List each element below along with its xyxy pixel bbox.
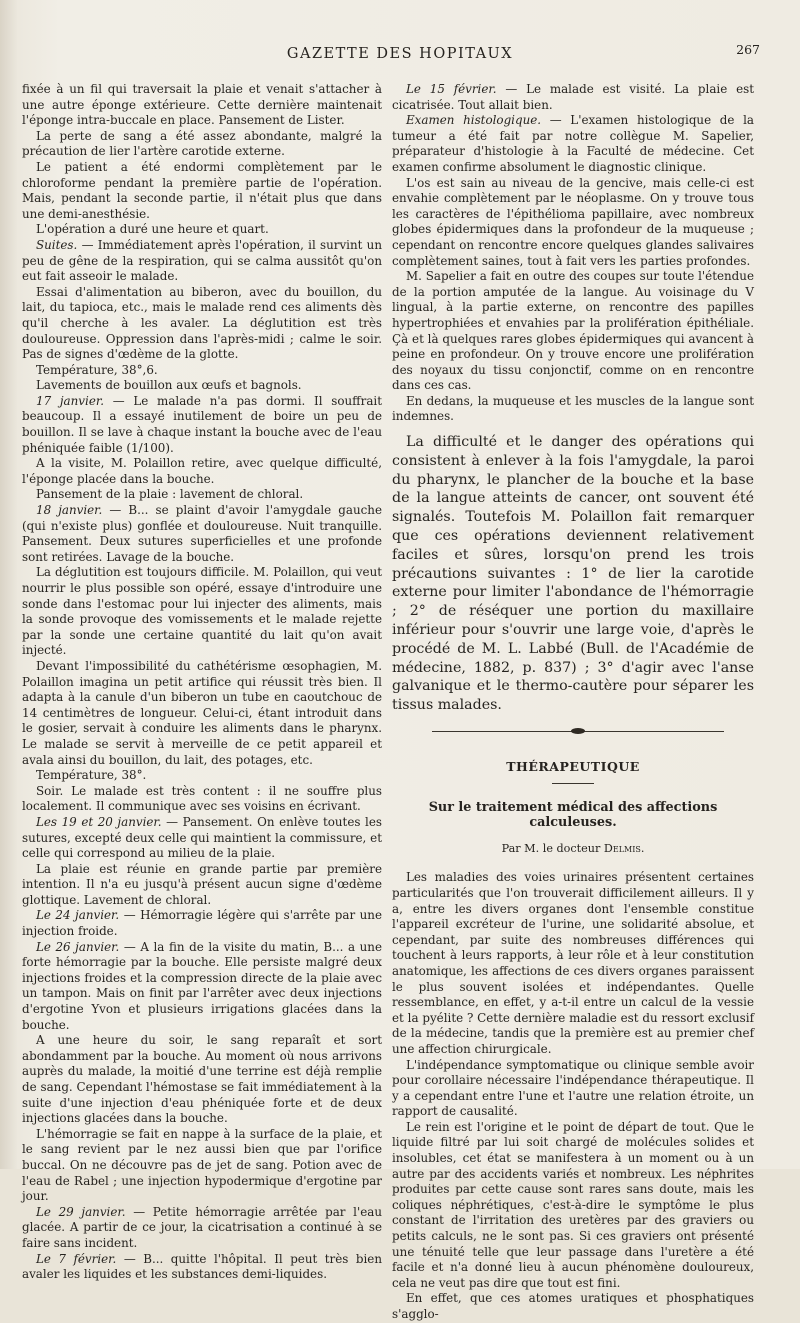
paragraph: [392, 176, 754, 270]
entry-date: Le 26 janvier.: [36, 939, 120, 954]
entry-date: Examen histologique.: [406, 113, 542, 128]
paragraph-text: Soir. Le malade est très content : il ne souffre plus localement. Il communique avec ses voisins en écrivant.: [22, 783, 382, 814]
paragraph-text: Les maladies des voies urinaires présentent certaines particularités que l'on trouverait difficilement ailleurs. Il y a, entre les divers organes dont l'ensemble constitue l'appareil excréteur de l'urine, une solidarité absolue, et cependant, par suite des nombreuses différences qui touchent à leurs rapports, à leur rôle et à leur constitution anatomique, les affections de ces divers organes paraissent le plus souvent isolées et indépendantes. Quelle ressemblance, en effet, y a-t-il entre un calcul de la vessie et la pyélite ? Cette dernière maladie est du ressort exclusif de la médecine, tandis que la première est au premier chef une affection chirurgicale.: [392, 870, 754, 1056]
paragraph: [22, 363, 382, 379]
paragraph-text: — Le malade est visité. La plaie est cicatrisée. Tout allait bien.: [392, 82, 754, 112]
paragraph: [22, 908, 382, 939]
short-rule: [552, 783, 594, 784]
paragraph: [22, 862, 382, 909]
paragraph: [22, 378, 382, 394]
paragraph: [22, 940, 382, 1034]
paragraph: [22, 82, 382, 129]
paragraph-text: — Hémorragie légère qui s'arrête par une injection froide.: [22, 908, 382, 939]
paragraph-text: La difficulté et le danger des opérations qui consistent à enlever à la fois l'amygdale, la paroi du pharynx, le plancher de la bouche et la base de la langue atteints de cancer, ont souvent été signalés. Toutefois M. Polaillon fait remarquer que ces opérations deviennent relativement faciles et sûres, lorsqu'on prend les trois précautions suivantes : 1° de lier la carotide externe pour limiter l'abondance de l'hémorragie ; 2° de réséquer une portion du maxillaire inférieur pour s'ouvrir une large voie, d'après le procédé de M. L. Labbé (Bull. de l'Académie de médecine, 1882, p. 837) ; 3° d'agir avec l'anse galvanique et le thermo-cautère pour séparer les tissus malades.: [392, 434, 754, 714]
paragraph-text: Lavements de bouillon aux œufs et bagnols.: [36, 378, 302, 393]
entry-date: Le 24 janvier.: [36, 908, 120, 923]
entry-date: Suites.: [36, 237, 78, 252]
paragraph-text: En dedans, la muqueuse et les muscles de la langue sont indemnes.: [392, 393, 754, 424]
conclusion-paragraph: [392, 433, 754, 715]
byline: [392, 841, 754, 857]
paragraph: [22, 222, 382, 238]
paragraph-text: — Petite hémorragie arrêtée par l'eau glacée. A partir de ce jour, la cicatrisation a continué à se faire sans incident.: [22, 1204, 382, 1250]
author-name: Delmis: [603, 841, 641, 855]
paragraph: [22, 815, 382, 862]
paragraph: [22, 1127, 382, 1205]
byline-prefix: Par M. le docteur: [501, 841, 604, 855]
divider-ornament: [571, 728, 585, 734]
paragraph: [22, 238, 382, 285]
paragraph-text: L'hémorragie se fait en nappe à la surface de la plaie, et le sang revient par le nez aussi bien que par l'orifice buccal. On ne découvre pas de jet de sang. Potion avec de l'eau de Rabel ; une injection hypodermique d'ergotine par jour.: [22, 1126, 382, 1204]
paragraph: [22, 1205, 382, 1252]
entry-date: Le 15 février.: [406, 82, 497, 96]
paragraph: [392, 113, 754, 175]
journal-title: GAZETTE DES HOPITAUX: [286, 46, 514, 62]
paragraph-text: En effet, que ces atomes uratiques et phosphatiques s'agglo-: [392, 1291, 754, 1322]
paragraph: [22, 503, 382, 565]
paragraph: [392, 1120, 754, 1292]
paragraph: [22, 784, 382, 815]
paragraph: [392, 82, 754, 113]
left-column: [22, 82, 382, 1283]
paragraph-text: L'os est sain au niveau de la gencive, mais celle-ci est envahie complètement par le néoplasme. On y trouve tous les caractères de l'épithélioma papillaire, avec nombreux globes épidermiques dans la profondeur de la muqueuse ; cependant on rencontre encore quelques glandes salivaires complètement saines, tout à fait vers les parties profondes.: [392, 175, 754, 268]
paragraph-text: — L'examen histologique de la tumeur a été fait par notre collègue M. Sapelier, préparateur d'histologie à la Faculté de médecine. Cet examen confirme absolument le diagnostic clinique.: [392, 113, 754, 174]
paragraph: [22, 768, 382, 784]
entry-date: Les 19 et 20 janvier.: [36, 814, 162, 829]
page-header: [0, 40, 800, 70]
paragraph: [392, 269, 754, 394]
paragraph: [22, 487, 382, 503]
paragraph-text: Le rein est l'origine et le point de départ de tout. Que le liquide filtré par lui soit chargé de molécules solides et insolubles, cet état se manifestera à un moment ou à un autre par des accidents variés et nombreux. Les néphrites produites par cette cause sont rares sans doute, mais les coliques néphrétiques, c'est-à-dire le symptôme le plus constant de l'irritation des uretères par des graviers ou petits calculs, ne le sont pas. Si ces graviers ont présenté une ténuité telle que leur passage dans l'uretère a été facile et n'a donné lieu à aucun phénomène douloureux, cela ne veut pas dire que tout est fini.: [392, 1119, 754, 1290]
right-column: [392, 82, 754, 1323]
paragraph: [22, 565, 382, 659]
paragraph-text: Température, 38°,6.: [36, 362, 158, 377]
paragraph: [22, 160, 382, 222]
paragraph-text: A la visite, M. Polaillon retire, avec quelque difficulté, l'éponge placée dans la bouche.: [22, 456, 382, 486]
paragraph-text: fixée à un fil qui traversait la plaie et venait s'attacher à une autre éponge extérieure. Cette dernière maintenait l'éponge intra-buccale en place. Pansement de Lister.: [22, 82, 382, 128]
paragraph-text: Pansement de la plaie : lavement de chloral.: [36, 487, 304, 502]
entry-date: Le 29 janvier.: [36, 1204, 126, 1219]
paragraph-text: La perte de sang a été assez abondante, malgré la précaution de lier l'artère carotide externe.: [22, 128, 382, 159]
byline-suffix: .: [640, 841, 645, 855]
paragraph-text: — Pansement. On enlève toutes les sutures, excepté deux celle qui maintient la commissure, et celle qui correspond au milieu de la plaie.: [22, 814, 382, 861]
section-title: THÉRAPEUTIQUE: [506, 759, 640, 775]
entry-date: 17 janvier.: [36, 393, 105, 408]
paragraph-text: L'indépendance symptomatique ou clinique semble avoir pour corollaire nécessaire l'indépendance thérapeutique. Il y a cependant entre l'une et l'autre une relation étroite, un rapport de causalité.: [392, 1057, 754, 1119]
paragraph-text: — A la fin de la visite du matin, B... a une forte hémorragie par la bouche. Elle persiste malgré deux injections froides et la compression directe de la plaie avec un tampon. Mais on finit par l'arrêter avec deux injections d'ergotine Yvon et plusieurs irrigations glacées dans la bouche.: [22, 939, 382, 1032]
paragraph-text: La plaie est réunie en grande partie par première intention. Il n'a eu jusqu'à présent aucun signe d'œdème glottique. Lavement de chloral.: [22, 861, 382, 907]
paragraph: [22, 659, 382, 768]
paragraph-text: La déglutition est toujours difficile. M. Polaillon, qui veut nourrir le plus possible son opéré, essaye d'introduire une sonde dans l'estomac pour lui injecter des aliments, mais la sonde provoque des vomissements et le malade rejette par la sonde une certaine quantité du lait qu'on avait injecté.: [22, 565, 382, 658]
paragraph-text: Température, 38°.: [36, 768, 147, 783]
paragraph: [22, 129, 382, 160]
paragraph-text: — Immédiatement après l'opération, il survint un peu de gêne de la respiration, qui se calma aussitôt qu'on eut fait asseoir le malade.: [22, 237, 382, 284]
paragraph: [392, 1291, 754, 1322]
page-number: 267: [736, 42, 760, 57]
paragraph-text: Essai d'alimentation au biberon, avec du bouillon, du lait, du tapioca, etc., mais le malade rend ces aliments dès qu'il cherche à les avaler. La déglutition est très douloureuse. Oppression dans l'après-midi ; calme le soir. Pas de signes d'œdème de la glotte.: [22, 284, 382, 362]
paragraph-text: Le patient a été endormi complètement par le chloroforme pendant la première partie de l'opération. Mais, pendant la seconde partie, il n'était plus que dans une demi-anesthésie.: [22, 159, 382, 221]
paragraph-text: — B... quitte l'hôpital. Il peut très bien avaler les liquides et les substances demi-liquides.: [22, 1251, 382, 1282]
paragraph: [22, 1033, 382, 1127]
paragraph-text: L'opération a duré une heure et quart.: [36, 222, 269, 237]
paragraph: [22, 285, 382, 363]
paragraph-text: A une heure du soir, le sang reparaît et sort abondamment par la bouche. Au moment où nous arrivons auprès du malade, la moitié d'une terrine est déjà remplie de sang. Cependant l'hémostase se fait immédiatement à la suite d'une injection d'eau phéniquée forte et de deux injections glacées dans la bouche.: [22, 1033, 382, 1126]
paragraph-text: Devant l'impossibilité du cathétérisme œsophagien, M. Polaillon imagina un petit artifice qui réussit très bien. Il adapta à la canule d'un biberon un tube en caoutchouc de 14 centimètres de longueur. Celui-ci, étant introduit dans le gosier, servait à conduire les aliments dans le pharynx. Le malade se servit à merveille de ce petit appareil et avala ainsi du bouillon, du lait, des potages, etc.: [22, 658, 382, 767]
paragraph-text: — Le malade n'a pas dormi. Il souffrait beaucoup. Il a essayé inutilement de boire un peu de bouillon. Il se lave à chaque instant la bouche avec de l'eau phéniquée faible (1/100).: [22, 393, 382, 455]
entry-date: Le 7 février.: [36, 1251, 117, 1266]
entry-date: 18 janvier.: [36, 503, 103, 518]
paragraph: [22, 1252, 382, 1283]
paragraph: [392, 870, 754, 1057]
article-title: Sur le traitement médical des affections calculeuses.: [428, 799, 718, 831]
paragraph: [392, 1058, 754, 1120]
paragraph-text: — B... se plaint d'avoir l'amygdale gauche (qui n'existe plus) gonflée et douloureuse. Nuit tranquille. Pansement. Deux sutures superficielles et une profonde sont retirées. Lavage de la bouche.: [22, 503, 382, 564]
section-divider: [432, 725, 724, 739]
paragraph: [22, 456, 382, 487]
paragraph-text: M. Sapelier a fait en outre des coupes sur toute l'étendue de la portion amputée de la langue. Au voisinage du V lingual, à la partie externe, on rencontre des papilles hypertrophiées et envahies par la prolifération épithéliale. Çà et là quelques rares globes épidermiques qui avancent à peine en profondeur. On y trouve encore une prolifération des noyaux du tissu conjonctif, comme on en rencontre dans ces cas.: [392, 269, 754, 393]
paragraph: [22, 394, 382, 456]
paragraph: [392, 394, 754, 425]
